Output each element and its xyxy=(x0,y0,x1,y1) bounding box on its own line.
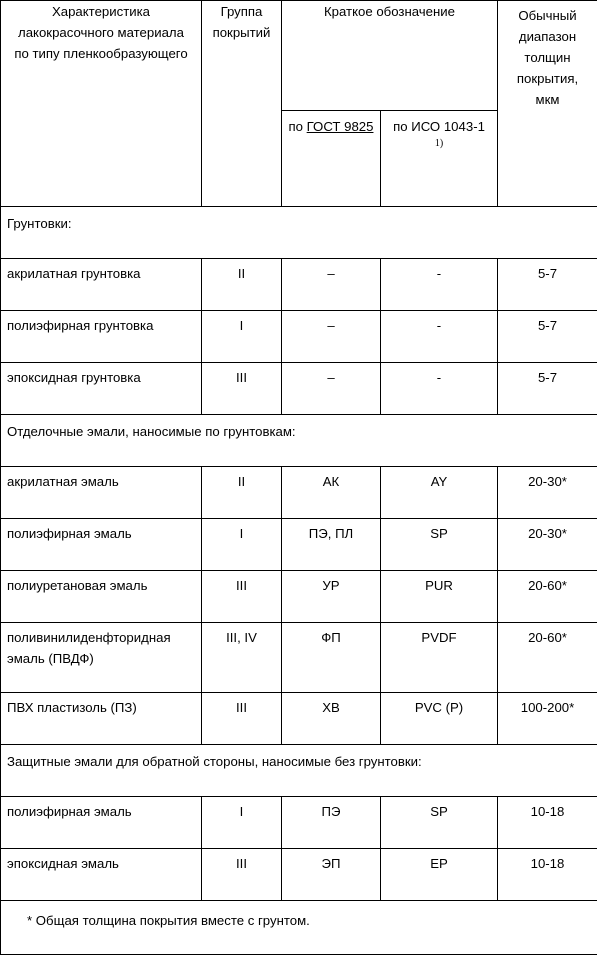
gost-code-cell: АК xyxy=(282,467,381,519)
gost-9825-link[interactable]: ГОСТ 9825 xyxy=(306,119,374,134)
header-material-line: лакокрасочного материала xyxy=(18,25,184,40)
group-cell: III xyxy=(202,849,282,901)
thickness-cell: 20-30* xyxy=(498,519,597,571)
group-cell: II xyxy=(202,467,282,519)
material-name-cell: поливинилиденфторидная эмаль (ПВДФ) xyxy=(1,623,202,693)
material-name-cell: эпоксидная грунтовка xyxy=(1,363,202,415)
header-iso-label: по ИСО 1043-1 xyxy=(393,119,485,134)
group-cell: III xyxy=(202,693,282,745)
table-row xyxy=(1,259,597,311)
table-row xyxy=(1,623,597,693)
thickness-cell: 100-200* xyxy=(498,693,597,745)
gost-code-cell: – xyxy=(282,259,381,311)
thickness-cell: 10-18 xyxy=(498,797,597,849)
material-name-cell: полиэфирная эмаль xyxy=(1,797,202,849)
header-thickness-line: толщин xyxy=(524,50,571,65)
gost-code-cell: ФП xyxy=(282,623,381,693)
header-gost-cell xyxy=(282,111,381,207)
header-thickness-line: Обычный xyxy=(518,8,577,23)
material-name-cell: полиэфирная эмаль xyxy=(1,519,202,571)
gost-code-cell: УР xyxy=(282,571,381,623)
iso-code-cell: SP xyxy=(381,797,498,849)
material-name-cell: акрилатная грунтовка xyxy=(1,259,202,311)
table-row xyxy=(1,363,597,415)
header-group-line: Группа xyxy=(220,4,263,19)
thickness-cell: 5-7 xyxy=(498,363,597,415)
material-name-cell: ПВХ пластизоль (ПЗ) xyxy=(1,693,202,745)
table-row xyxy=(1,519,597,571)
header-group-cell xyxy=(202,1,282,207)
section-row xyxy=(1,745,597,797)
header-iso-footnote-mark: 1) xyxy=(434,138,444,149)
header-gost-prefix: по xyxy=(288,119,307,134)
footnote-text: * Общая толщина покрытия вместе с грунтом. xyxy=(1,901,597,955)
gost-code-cell: – xyxy=(282,311,381,363)
section-title: Грунтовки: xyxy=(1,207,597,259)
material-name-cell: акрилатная эмаль xyxy=(1,467,202,519)
iso-code-cell: - xyxy=(381,311,498,363)
gost-code-cell: ПЭ, ПЛ xyxy=(282,519,381,571)
gost-code-cell: – xyxy=(282,363,381,415)
group-cell: I xyxy=(202,797,282,849)
thickness-cell: 10-18 xyxy=(498,849,597,901)
footnote-row xyxy=(1,901,597,955)
table-row xyxy=(1,693,597,745)
header-material-line: Характеристика xyxy=(51,4,151,19)
header-material-line: по типу пленкообразующего xyxy=(14,46,188,61)
iso-code-cell: PVC (P) xyxy=(381,693,498,745)
material-name-cell: полиуретановая эмаль xyxy=(1,571,202,623)
iso-code-cell: SP xyxy=(381,519,498,571)
header-iso-cell xyxy=(381,111,498,207)
table-row xyxy=(1,797,597,849)
group-cell: I xyxy=(202,519,282,571)
material-name-cell: эпоксидная эмаль xyxy=(1,849,202,901)
header-thickness-line: покрытия, xyxy=(516,71,579,86)
table-row xyxy=(1,467,597,519)
group-cell: I xyxy=(202,311,282,363)
gost-code-cell: ХВ xyxy=(282,693,381,745)
header-short-designation xyxy=(282,1,498,111)
gost-code-cell: ПЭ xyxy=(282,797,381,849)
header-short-designation-label: Краткое обозначение xyxy=(324,4,455,19)
iso-code-cell: - xyxy=(381,259,498,311)
group-cell: II xyxy=(202,259,282,311)
thickness-cell: 5-7 xyxy=(498,259,597,311)
header-thickness-line: мкм xyxy=(535,92,560,107)
header-thickness-line: диапазон xyxy=(518,29,577,44)
section-row xyxy=(1,207,597,259)
material-name-cell: полиэфирная грунтовка xyxy=(1,311,202,363)
group-cell: III xyxy=(202,571,282,623)
thickness-cell: 20-60* xyxy=(498,571,597,623)
header-group-line: покрытий xyxy=(212,25,271,40)
group-cell: III, IV xyxy=(202,623,282,693)
table-row xyxy=(1,849,597,901)
header-material-cell xyxy=(1,1,202,207)
thickness-cell: 20-60* xyxy=(498,623,597,693)
iso-code-cell: PUR xyxy=(381,571,498,623)
thickness-cell: 20-30* xyxy=(498,467,597,519)
header-row-1 xyxy=(1,1,597,111)
iso-code-cell: EP xyxy=(381,849,498,901)
section-title: Отделочные эмали, наносимые по грунтовкам: xyxy=(1,415,597,467)
table-row xyxy=(1,571,597,623)
table-row xyxy=(1,311,597,363)
iso-code-cell: - xyxy=(381,363,498,415)
header-thickness-cell xyxy=(498,1,597,207)
group-cell: III xyxy=(202,363,282,415)
section-title: Защитные эмали для обратной стороны, наносимые без грунтовки: xyxy=(1,745,597,797)
iso-code-cell: PVDF xyxy=(381,623,498,693)
thickness-cell: 5-7 xyxy=(498,311,597,363)
section-row xyxy=(1,415,597,467)
iso-code-cell: AY xyxy=(381,467,498,519)
gost-code-cell: ЭП xyxy=(282,849,381,901)
